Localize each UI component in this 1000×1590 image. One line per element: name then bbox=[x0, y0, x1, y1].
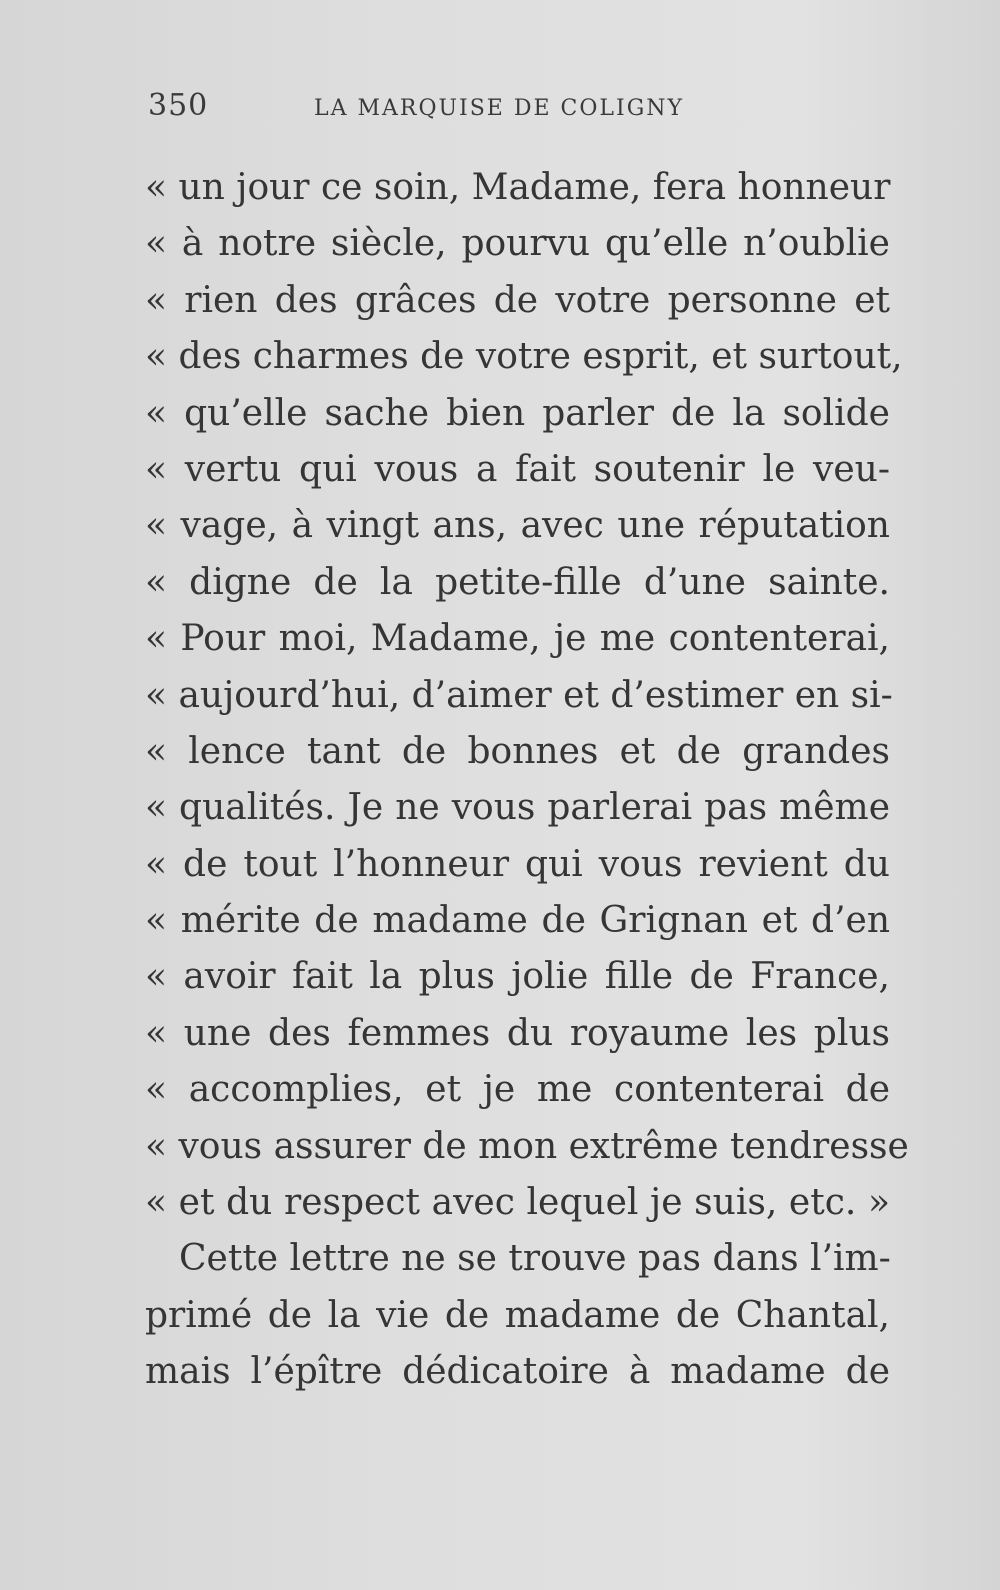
text-line: « un jour ce soin, Madame, fera honneur bbox=[145, 167, 891, 208]
body-text bbox=[145, 160, 909, 1401]
text-line: « vage, à vingt ans, avec une réputation bbox=[145, 505, 890, 547]
page-number: 350 bbox=[148, 88, 209, 123]
text-line: Cette lettre ne se trouve pas dans l’im- bbox=[179, 1238, 891, 1280]
text-line: « vous assurer de mon extrême tendresse bbox=[145, 1125, 909, 1167]
text-line: « accomplies, et je me contenterai de bbox=[145, 1069, 890, 1111]
text-line: « rien des grâces de votre personne et bbox=[145, 279, 890, 321]
text-line: primé de la vie de madame de Chantal, bbox=[145, 1294, 890, 1336]
text-line: « Pour moi, Madame, je me contenterai, bbox=[145, 618, 890, 660]
text-line: « de tout l’honneur qui vous revient du bbox=[145, 843, 890, 885]
text-line: « mérite de madame de Grignan et d’en bbox=[145, 900, 890, 942]
text-line: « lence tant de bonnes et de grandes bbox=[145, 730, 890, 772]
text-line: mais l’épître dédicatoire à madame de bbox=[145, 1351, 890, 1393]
text-line: « qualités. Je ne vous parlerai pas même bbox=[145, 787, 890, 829]
text-line: « des charmes de votre esprit, et surtout, bbox=[145, 336, 903, 378]
text-line: « vertu qui vous a fait soutenir le veu- bbox=[145, 448, 890, 490]
text-line: « digne de la petite-fille d’une sainte. bbox=[145, 561, 890, 603]
text-line: « aujourd’hui, d’aimer et d’estimer en si- bbox=[145, 674, 893, 716]
page-header bbox=[148, 88, 888, 128]
text-line: « à notre siècle, pourvu qu’elle n’oublie bbox=[145, 223, 890, 265]
text-line: « qu’elle sache bien parler de la solide bbox=[145, 392, 890, 434]
text-line: « avoir fait la plus jolie fille de France, bbox=[145, 956, 890, 998]
text-line: « et du respect avec lequel je suis, etc. » bbox=[145, 1182, 890, 1224]
text-line: « une des femmes du royaume les plus bbox=[145, 1012, 890, 1054]
running-title: LA MARQUISE DE COLIGNY bbox=[314, 96, 685, 121]
